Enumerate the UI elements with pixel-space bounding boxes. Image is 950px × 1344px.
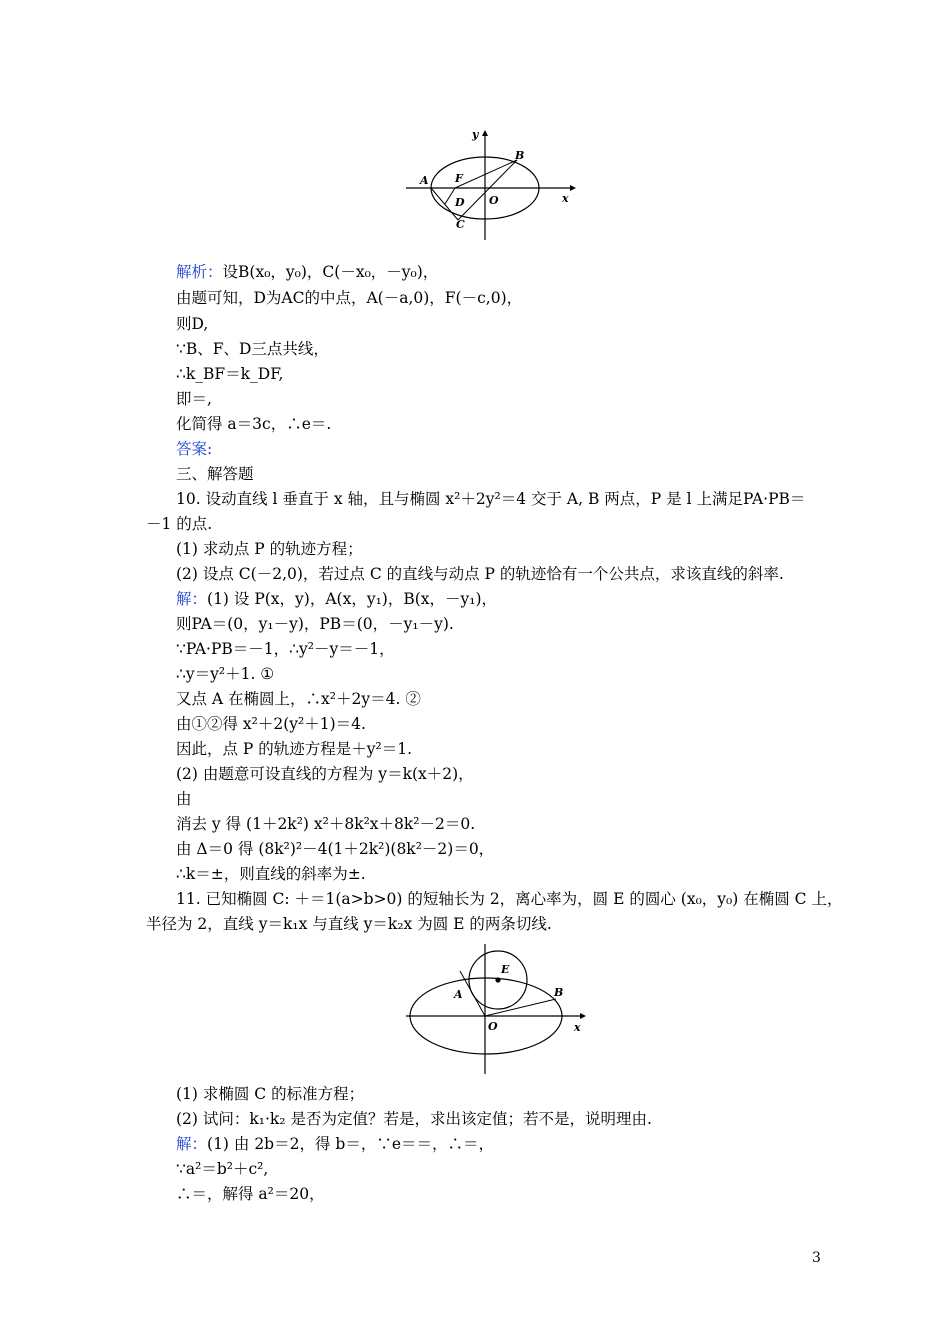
problem-11-part-2: (2) 试问：k₁·k₂ 是否为定值？若是，求出该定值；若不是，说明理由. bbox=[176, 1110, 652, 1128]
x-axis-arrow-1 bbox=[570, 185, 576, 191]
label-e: E bbox=[501, 963, 510, 976]
problem-10-part-1: (1) 求动点 P 的轨迹方程； bbox=[176, 540, 363, 558]
analysis-line-5: ∴k_BF＝k_DF, bbox=[176, 365, 284, 383]
label-o: O bbox=[489, 194, 499, 207]
label-y: y bbox=[472, 128, 479, 141]
label-b2: B bbox=[554, 986, 564, 999]
label-c: C bbox=[456, 218, 465, 231]
label-b: B bbox=[515, 149, 525, 162]
label-a2: A bbox=[454, 988, 463, 1001]
label-a: A bbox=[420, 174, 429, 187]
solution-10-line-1-text: (1) 设 P(x，y)，A(x，y₁)，B(x，－y₁)， bbox=[207, 590, 498, 608]
problem-10-part-2: (2) 设点 C(－2,0)，若过点 C 的直线与动点 P 的轨迹恰有一个公共点，求该直线的斜率. bbox=[176, 565, 784, 583]
analysis-line-4: ∵B、F、D三点共线， bbox=[176, 340, 329, 358]
answer-label: 答案: bbox=[176, 440, 213, 458]
line-bc bbox=[458, 160, 517, 220]
line-ac bbox=[431, 188, 458, 220]
section-heading: 三、解答题 bbox=[176, 465, 254, 483]
y-axis-arrow-1 bbox=[482, 130, 488, 136]
solution-10-line-1 bbox=[176, 589, 497, 609]
solution-10-line-11: 由 Δ＝0 得 (8k²)²－4(1＋2k²)(8k²－2)＝0， bbox=[176, 840, 495, 858]
solution-10-line-5: 又点 A 在椭圆上，∴x²＋2y＝4. ② bbox=[176, 690, 421, 708]
ellipse-circle-figure-2 bbox=[402, 936, 592, 1078]
solution-10-line-10: 消去 y 得 (1＋2k²) x²＋8k²x＋8k²－2＝0. bbox=[176, 815, 476, 833]
problem-10-line-2: －1 的点. bbox=[146, 515, 213, 533]
solution-10-line-12: ∴k＝±，则直线的斜率为±. bbox=[176, 865, 366, 883]
label-x2: x bbox=[574, 1021, 581, 1034]
solution-10-line-4: ∴y＝y²＋1. ① bbox=[176, 665, 275, 683]
solution-10-line-2: 则PA＝(0，y₁－y)，PB＝(0，－y₁－y). bbox=[176, 615, 454, 633]
center-e-dot bbox=[495, 977, 500, 982]
solution-11-line-2: ∵a²＝b²＋c², bbox=[176, 1160, 269, 1178]
solution-11-line-1-text: (1) 由 2b＝2，得 b＝，∵e＝＝，∴＝， bbox=[207, 1135, 494, 1153]
analysis-line-3: 则D, bbox=[176, 315, 209, 333]
solution-label-10: 解： bbox=[176, 590, 208, 608]
page-number: 3 bbox=[812, 1250, 821, 1266]
label-o2: O bbox=[488, 1020, 498, 1033]
x-axis-arrow-2 bbox=[580, 1013, 586, 1019]
solution-label-11: 解： bbox=[176, 1135, 208, 1153]
solution-10-line-3: ∵PA·PB＝－1，∴y²－y＝－1， bbox=[176, 640, 395, 658]
problem-11-line-2: 半径为 2，直线 y＝k₁x 与直线 y＝k₂x 为圆 E 的两条切线. bbox=[146, 915, 552, 933]
solution-11-line-1 bbox=[176, 1134, 494, 1154]
problem-10-line-1: 10. 设动直线 l 垂直于 x 轴，且与椭圆 x²＋2y²＝4 交于 A, B 两点，P 是 l 上满足PA·PB＝ bbox=[176, 490, 806, 508]
tangent-line-2 bbox=[485, 999, 556, 1016]
analysis-label: 解析： bbox=[176, 263, 223, 281]
line-fb bbox=[455, 160, 517, 188]
problem-11-line-1: 11. 已知椭圆 C: ＋＝1(a>b>0) 的短轴长为 2，离心率为，圆 E 的圆心 (x₀，y₀) 在椭圆 C 上， bbox=[176, 890, 843, 908]
solution-10-line-6: 由①②得 x²＋2(y²＋1)＝4. bbox=[176, 715, 366, 733]
solution-11-line-3: ∴＝，解得 a²＝20， bbox=[176, 1185, 325, 1203]
label-x: x bbox=[562, 192, 569, 205]
analysis-line-1-text: 设B(x₀，y₀)，C(－x₀，－y₀)， bbox=[222, 263, 439, 281]
problem-11-part-1: (1) 求椭圆 C 的标准方程； bbox=[176, 1085, 365, 1103]
line-fd bbox=[445, 188, 455, 204]
analysis-line-6: 即＝, bbox=[176, 390, 212, 408]
analysis-line-2: 由题可知，D为AC的中点，A(－a,0)，F(－c,0)， bbox=[176, 289, 523, 307]
ellipse-figure-1 bbox=[400, 122, 580, 246]
solution-10-line-8: (2) 由题意可设直线的方程为 y＝k(x＋2)， bbox=[176, 765, 474, 783]
solution-10-line-9: 由 bbox=[176, 790, 192, 808]
label-d: D bbox=[455, 196, 465, 209]
analysis-line-1 bbox=[176, 262, 438, 282]
solution-10-line-7: 因此，点 P 的轨迹方程是＋y²＝1. bbox=[176, 740, 413, 758]
analysis-line-7: 化简得 a＝3c，∴e＝. bbox=[176, 415, 332, 433]
label-f: F bbox=[455, 172, 463, 185]
